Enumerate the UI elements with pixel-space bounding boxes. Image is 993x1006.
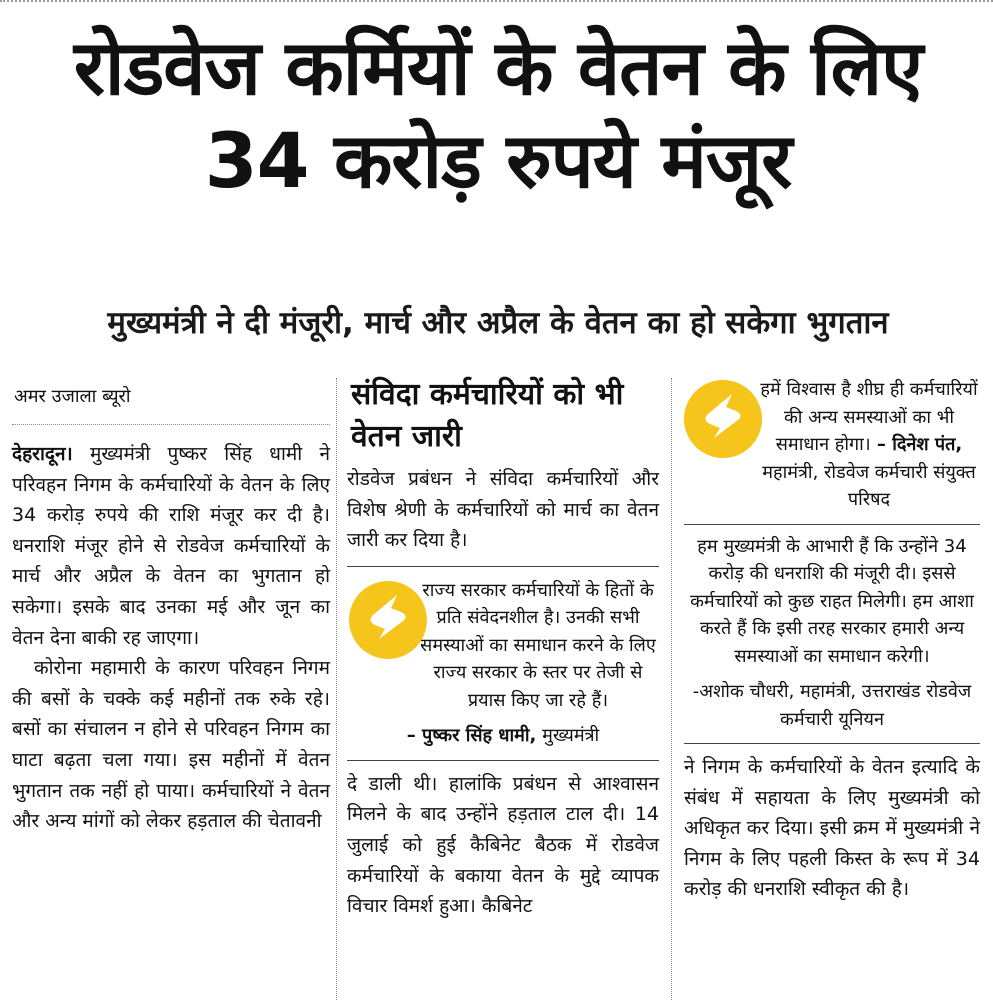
sidebar-box-text: रोडवेज प्रबंधन ने संविदा कर्मचारियों और विशेष श्रेणी के कर्मचारियों को मार्च का वेतन जारी कर दिया है।: [347, 468, 659, 552]
sidebar-box-title: संविदा कर्मचारियों को भी वेतन जारी: [351, 377, 624, 454]
quote-text: हमें विश्वास है शीघ्र ही कर्मचारियों की अन्य समस्याओं का भी समाधान होगा।: [760, 379, 978, 455]
article-column-1: [12, 372, 330, 837]
byline: अमर उजाला ब्यूरो: [14, 386, 131, 407]
amar-ujala-logo-icon: [684, 380, 762, 458]
byline-divider: [12, 424, 330, 425]
quote-block-cm: [347, 575, 659, 750]
section-divider: [347, 760, 659, 761]
article-column-3: [684, 372, 980, 905]
quote-attribution-name: – दिनेश पंत,: [870, 434, 963, 455]
column-divider: [671, 378, 672, 1000]
section-divider: [684, 743, 980, 744]
quote-text: हम मुख्यमंत्री के आभारी हैं कि उन्होंने 34 करोड़ की धनराशि की मंजूरी दी। इससे कर्मचारियों को कुछ राहत मिलेगी। हम आशा करते हैं कि इसी तरह सरकार हमारी अन्य समस्याओं का समाधान करेगी।: [690, 535, 974, 667]
column-divider: [336, 378, 337, 1000]
top-dotted-border: [0, 0, 993, 8]
subheadline: मुख्यमंत्री ने दी मंजूरी, मार्च और अप्रैल के वेतन का हो सकेगा भुगतान: [107, 305, 889, 341]
section-divider: [684, 524, 980, 525]
section-divider: [347, 566, 659, 567]
article-continuation: दे डाली थी। हालांकि प्रबंधन से आश्वासन मिलने के बाद उन्होंने हड़ताल टाल दी। 14 जुलाई को हुई कैबिनेट बैठक में रोडवेज कर्मचारियों के बकाया वेतन के मुद्दे व्यापक विचार विमर्श हुआ। कैबिनेट: [347, 772, 659, 918]
quote-attribution: -अशोक चौधरी, महामंत्री, उत्तराखंड रोडवेज कर्मचारी यूनियन: [692, 681, 972, 730]
headline: रोडवेज कर्मियों के वेतन के लिए 34 करोड़ रुपये मंजूर: [73, 23, 923, 205]
sidebar-box: [347, 464, 659, 556]
amar-ujala-logo-icon: [349, 581, 427, 659]
dateline: देहरादून।: [12, 443, 73, 465]
quote-block-pant: [684, 372, 980, 514]
quote-attribution-name: – पुष्कर सिंह धामी,: [406, 725, 537, 747]
article-continuation: ने निगम के कर्मचारियों के वेतन इत्यादि के संबंध में सहायता के लिए मुख्यमंत्री को अधिकृत कर दिया। इसी क्रम में मुख्यमंत्री ने निगम के लिए पहली किस्त के रूप में 34 करोड़ की धनराशि स्वीकृत की है।: [684, 756, 980, 901]
article-paragraph: कोरोना महामारी के कारण परिवहन निगम की बसों के चक्के कई महीनों तक रुके रहे। बसों का संचालन न होने से परिवहन निगम का घाटा बढ़ता चला गया। इस महीनों में वेतन भुगतान तक नहीं हो पाया। कर्मचारियों ने वेतन और अन्य मांगों को लेकर हड़ताल की चेतावनी: [12, 657, 330, 833]
quote-text: राज्य सरकार कर्मचारियों के हितों के प्रति संवेदनशील है। उनकी सभी समस्याओं का समाधान करने के लिए राज्य सरकार के स्तर पर तेजी से प्रयास किए जा रहे हैं।: [420, 579, 656, 711]
paragraph-text: मुख्यमंत्री पुष्कर सिंह धामी ने परिवहन निगम के कर्मचारियों के वेतन के लिए 34 करोड़ रुपये की राशि मंजूर कर दी है। धनराशि मंजूर होने से रोडवेज कर्मचारियों के मार्च और अप्रैल के वेतन का भुगतान हो सकेगा। इसके बाद उनका मई और जून का वेतन देना बाकी रह जाएगा।: [12, 443, 330, 649]
article-paragraph: [12, 439, 330, 653]
quote-attribution-role: मुख्यमंत्री: [536, 725, 600, 747]
quote-block-chaudhary: [684, 533, 980, 734]
article-column-2: [347, 372, 659, 922]
quote-attribution-role: महामंत्री, रोडवेज कर्मचारी संयुक्त परिषद: [762, 461, 976, 510]
